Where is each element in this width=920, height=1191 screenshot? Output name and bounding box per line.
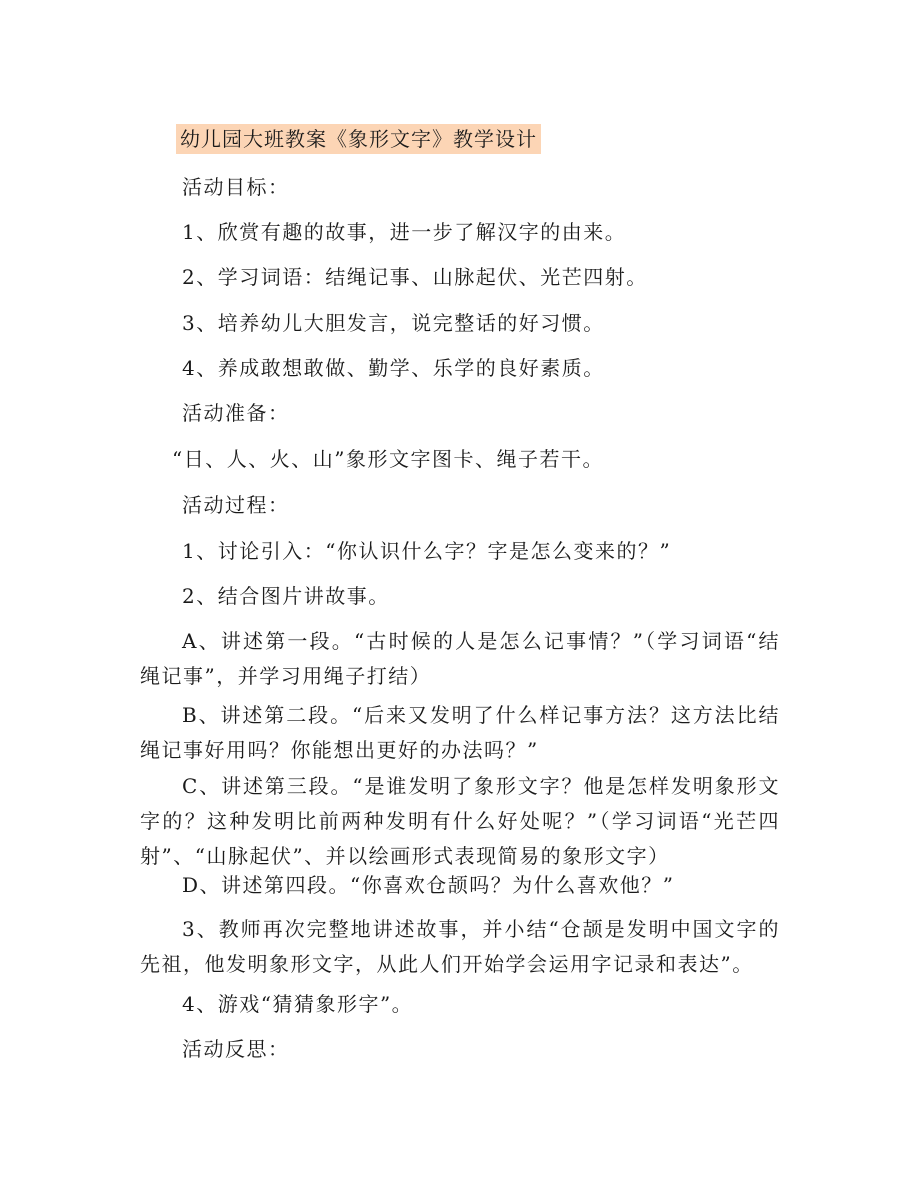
summary-step: 3、教师再次完整地讲述故事，并小结“仓颉是发明中国文字的先祖，他发明象形文字，从此人们开始学会运用字记录和表达”。 bbox=[140, 917, 780, 976]
story-section: B、讲述第二段。“后来又发明了什么样记事方法？这方法比结绳记事好用吗？你能想出更好的办法吗？” bbox=[140, 703, 780, 762]
goals-heading: 活动目标： bbox=[182, 175, 290, 199]
document-title: 幼儿园大班教案《象形文字》教学设计 bbox=[180, 127, 537, 151]
goal-item: 2、学习词语：结绳记事、山脉起伏、光芒四射。 bbox=[182, 265, 648, 289]
title-highlight bbox=[176, 124, 541, 154]
game-step: 4、游戏“猜猜象形字”。 bbox=[182, 992, 414, 1016]
process-step: 2、结合图片讲故事。 bbox=[182, 584, 390, 608]
process-heading: 活动过程： bbox=[182, 493, 290, 517]
goal-item: 1、欣赏有趣的故事，进一步了解汉字的由来。 bbox=[182, 220, 627, 244]
reflection-heading: 活动反思： bbox=[182, 1037, 290, 1061]
story-section: A、讲述第一段。“古时候的人是怎么记事情？”（学习词语“结绳记事”，并学习用绳子打结） bbox=[140, 629, 780, 688]
prep-text: “日、人、火、山”象形文字图卡、绳子若干。 bbox=[172, 447, 604, 471]
story-section: C、讲述第三段。“是谁发明了象形文字？他是怎样发明象形文字的？这种发明比前两种发明有什么好处呢？”（学习词语“光芒四射”、“山脉起伏”、并以绘画形式表现简易的象形文字） bbox=[140, 774, 780, 868]
goal-item: 3、培养幼儿大胆发言，说完整话的好习惯。 bbox=[182, 311, 605, 335]
story-section: D、讲述第四段。“你喜欢仓颉吗？为什么喜欢他？” bbox=[182, 873, 675, 897]
goal-item: 4、养成敢想敢做、勤学、乐学的良好素质。 bbox=[182, 356, 605, 380]
prep-heading: 活动准备： bbox=[182, 401, 290, 425]
process-step: 1、讨论引入：“你认识什么字？字是怎么变来的？” bbox=[182, 539, 672, 563]
